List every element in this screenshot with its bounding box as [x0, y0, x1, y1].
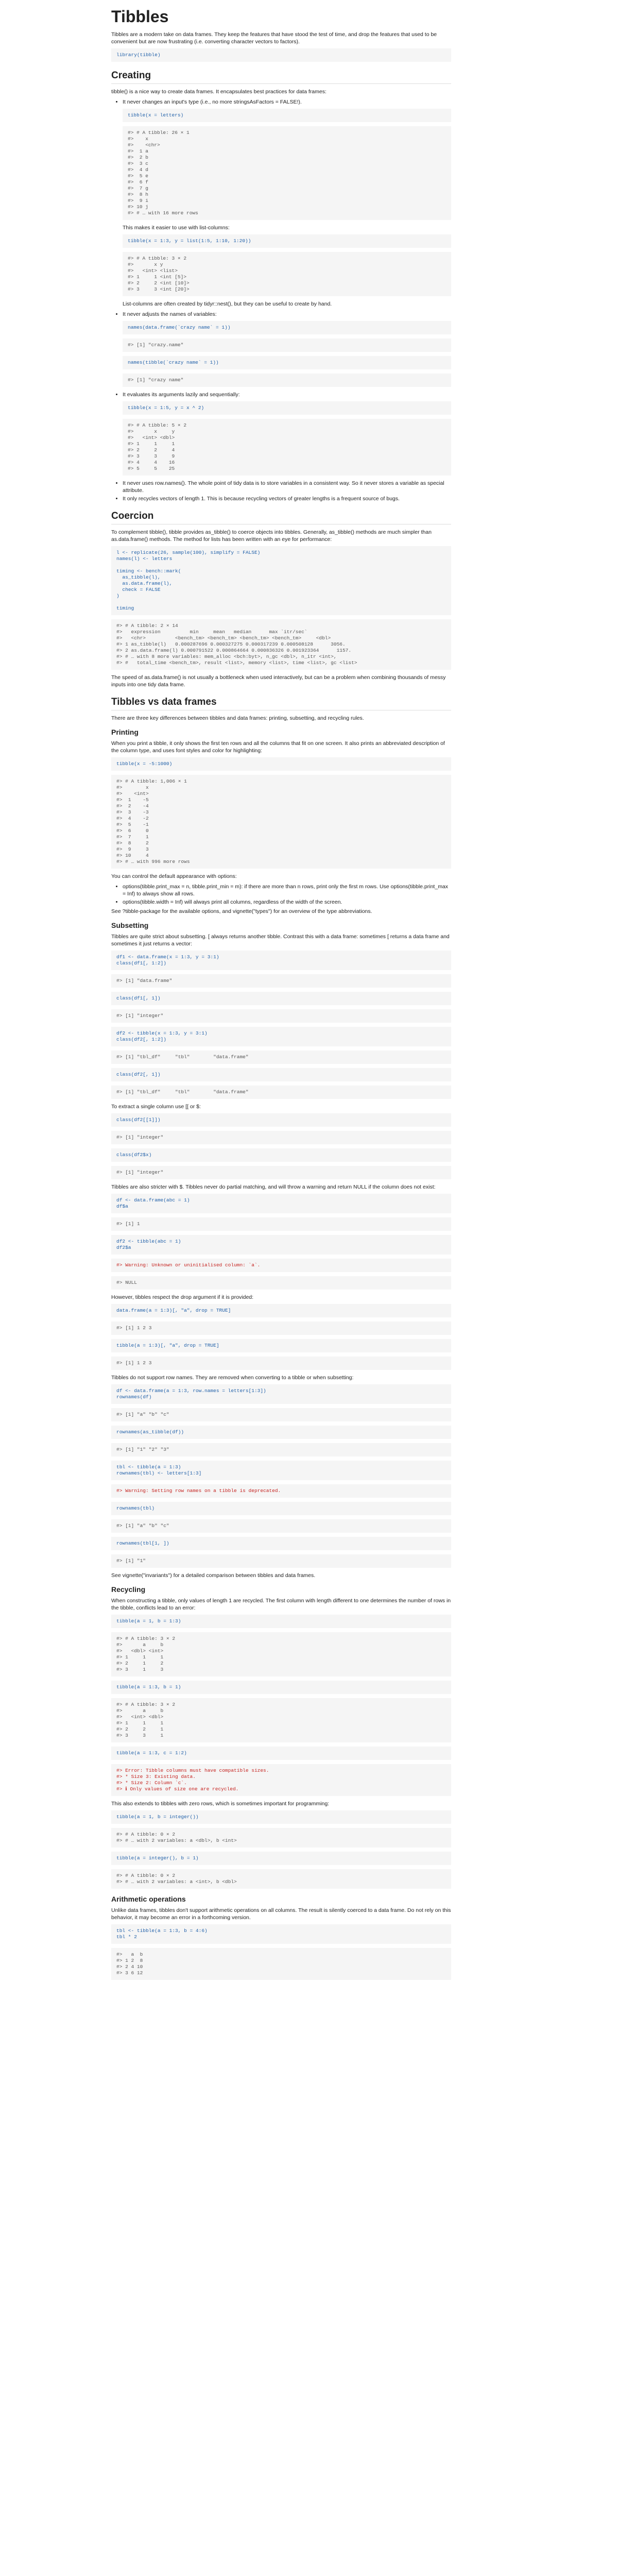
paragraph: Tibbles are also stricter with $. Tibbles never do partial matching, and will throw a warning and return NULL if the column does not exist: [111, 1184, 436, 1190]
section-heading-creating: Creating [111, 70, 451, 84]
paragraph: This makes it easier to use with list-columns: [123, 225, 230, 231]
code-block: tibble(a = 1, b = integer()) [111, 1810, 451, 1824]
list-item-text: It never changes an input's type (i.e., no more stringsAsFactors = FALSE!). [123, 99, 302, 105]
output-block: #> # A tibble: 0 × 2 #> # … with 2 variables: a <dbl>, b <int> [111, 1828, 451, 1848]
code-block: class(df2[[1]]) [111, 1113, 451, 1127]
paragraph: There are three key differences between tibbles and data frames: printing, subsetting, and recycling rules. [111, 715, 364, 721]
output-block: #> a b #> 1 2 8 #> 2 4 10 #> 3 6 12 [111, 1948, 451, 1980]
section-heading-subsetting: Subsetting [111, 921, 149, 929]
bullet-list [111, 883, 451, 906]
code-block: rownames(as_tibble(df)) [111, 1426, 451, 1439]
output-block: #> # A tibble: 2 × 14 #> expression min mean median max `itr/sec` #> <chr> <bench_tm> <bench_tm> <bench_tm> <bench_tm> <dbl> #> 1 as_tibble(l) 0.000287696 0.000327275 0.000317239 0.000508128 3056. #> 2 as.data.frame(l) 0.000791522 0.000864664 0.000836326 0.001923364 1157. #> # … with 8 more variables: mem_alloc <bch:byt>, n_gc <dbl>, n_itr <int>, #> # total_time <bench_tm>, result <list>, memory <list>, time <list>, gc <list> [111, 619, 451, 670]
warning-block: #> Warning: Unknown or uninitialised column: `a`. [111, 1259, 451, 1272]
output-block: #> # A tibble: 5 × 2 #> x y #> <int> <dbl> #> 1 1 1 #> 2 2 4 #> 3 3 9 #> 4 4 16 #> 5 5 25 [123, 419, 451, 476]
output-block: #> [1] "1" [111, 1554, 451, 1568]
code-block: tibble(x = 1:5, y = x ^ 2) [123, 401, 451, 415]
output-block: #> [1] "integer" [111, 1166, 451, 1179]
section-heading-tibbles-vs-data-frames: Tibbles vs data frames [111, 697, 451, 710]
page-title: Tibbles [111, 7, 169, 26]
code-block: class(df2$x) [111, 1148, 451, 1162]
code-block: l <- replicate(26, sample(100), simplify = FALSE) names(l) <- letters timing <- bench::mark( as_tibble(l), as.data.frame(l), check = FALSE ) timing [111, 546, 451, 615]
list-item-text: It never adjusts the names of variables: [123, 311, 217, 317]
warning-block: #> Warning: Setting row names on a tibble is deprecated. [111, 1484, 451, 1498]
code-block: class(df2[, 1]) [111, 1068, 451, 1081]
output-block: #> # A tibble: 3 × 2 #> a b #> <dbl> <int> #> 1 1 1 #> 2 1 2 #> 3 1 3 [111, 1632, 451, 1676]
output-block: #> [1] "a" "b" "c" [111, 1408, 451, 1421]
paragraph: You can control the default appearance with options: [111, 873, 237, 879]
list-item: • options(tibble.width = Inf) will always print all columns, regardless of the width of the screen. [123, 899, 451, 906]
paragraph: tibble() is a nice way to create data frames. It encapsulates best practices for data frames: [111, 89, 327, 95]
paragraph: This also extends to tibbles with zero rows, which is sometimes important for programming: [111, 1801, 330, 1807]
output-block: #> [1] 1 [111, 1217, 451, 1231]
list-item: • options(tibble.print_max = n, tibble.print_min = m): if there are more than n rows, print only the first m rows. Use options(tibble.print_max = Inf) to always show all rows. [123, 883, 451, 897]
paragraph: When you print a tibble, it only shows the first ten rows and all the columns that fit on one screen. It also prints an abbreviated description of the column type, and uses font styles and color for highlighting: [111, 740, 445, 754]
output-block: #> [1] "tbl_df" "tbl" "data.frame" [111, 1050, 451, 1064]
section-heading-arithmetic: Arithmetic operations [111, 1895, 186, 1903]
code-block: df2 <- tibble(abc = 1) df2$a [111, 1235, 451, 1255]
code-block: df1 <- data.frame(x = 1:3, y = 3:1) class(df1[, 1:2]) [111, 951, 451, 970]
paragraph: To extract a single column use [[ or $: [111, 1104, 201, 1110]
code-block: tibble(a = 1:3, c = 1:2) [111, 1747, 451, 1760]
paragraph: However, tibbles respect the drop argument if it is provided: [111, 1294, 254, 1300]
code-block: tibble(a = 1, b = 1:3) [111, 1615, 451, 1628]
paragraph: Unlike data frames, tibbles don't support arithmetic operations on all columns. The result is silently coerced to a data frame. Do not rely on this behavior, it may become an error in a forthcoming version. [111, 1907, 451, 1921]
code-block: tibble(x = -5:1000) [111, 757, 451, 771]
paragraph: The speed of as.data.frame() is not usually a bottleneck when used interactively, but can be a problem when combining thousands of messy inputs into one tidy data frame. [111, 674, 446, 688]
output-block: #> # A tibble: 0 × 2 #> # … with 2 variables: a <int>, b <dbl> [111, 1869, 451, 1889]
code-block: tibble(x = letters) [123, 109, 451, 122]
section-heading-coercion: Coercion [111, 511, 451, 524]
list-item-text: It evaluates its arguments lazily and sequentially: [123, 392, 240, 398]
code-block: tibble(x = 1:3, y = list(1:5, 1:10, 1:20)) [123, 234, 451, 248]
output-block: #> [1] "data.frame" [111, 974, 451, 988]
code-block: tibble(a = integer(), b = 1) [111, 1852, 451, 1865]
section-heading-recycling: Recycling [111, 1585, 146, 1594]
output-block: #> NULL [111, 1276, 451, 1290]
code-block: rownames(tbl) [111, 1502, 451, 1515]
code-block: library(tibble) [111, 48, 451, 62]
list-item: • It only recycles vectors of length 1. This is because recycling vectors of greater lengths is a frequent source of bugs. [123, 495, 451, 502]
code-block: names(tibble(`crazy name` = 1)) [123, 356, 451, 369]
code-block: tibble(a = 1:3, b = 1) [111, 1681, 451, 1694]
paragraph: To complement tibble(), tibble provides as_tibble() to coerce objects into tibbles. Generally, as_tibble() methods are much simpler than as.data.frame() methods. The method for lists has been written with an eye for performance: [111, 529, 432, 543]
code-block: data.frame(a = 1:3)[, "a", drop = TRUE] [111, 1304, 451, 1317]
article [111, 0, 451, 1980]
error-block: #> Error: Tibble columns must have compatible sizes. #> * Size 3: Existing data. #> * Size 2: Column `c`. #> ℹ Only values of size one are recycled. [111, 1764, 451, 1796]
list-item [123, 311, 451, 387]
code-block: rownames(tbl[1, ]) [111, 1537, 451, 1550]
code-block: tbl <- tibble(a = 1:3, b = 4:6) tbl * 2 [111, 1924, 451, 1944]
output-block: #> [1] "tbl_df" "tbl" "data.frame" [111, 1086, 451, 1099]
code-block: df <- data.frame(abc = 1) df$a [111, 1194, 451, 1213]
output-block: #> # A tibble: 1,006 × 1 #> x #> <int> #> 1 -5 #> 2 -4 #> 3 -3 #> 4 -2 #> 5 -1 #> 6 0 #> 7 1 #> 8 2 #> 9 3 #> 10 4 #> # … with 996 more rows [111, 775, 451, 869]
output-block: #> [1] "crazy name" [123, 374, 451, 387]
paragraph: Tibbles are quite strict about subsetting. [ always returns another tibble. Contrast this with a data frame: sometimes [ returns a data frame and sometimes it just returns a vector: [111, 934, 450, 947]
output-block: #> # A tibble: 3 × 2 #> x y #> <int> <list> #> 1 1 <int [5]> #> 2 2 <int [10]> #> 3 3 <int [20]> [123, 252, 451, 296]
output-block: #> [1] "integer" [111, 1009, 451, 1023]
code-block: names(data.frame(`crazy name` = 1)) [123, 321, 451, 334]
list-item [123, 98, 451, 308]
list-item [123, 391, 451, 476]
paragraph: When constructing a tibble, only values of length 1 are recycled. The first column with length different to one determines the number of rows in the tibble, conflicts lead to an error: [111, 1598, 451, 1611]
section-heading-printing: Printing [111, 728, 139, 736]
list-item: • It never uses row.names(). The whole point of tidy data is to store variables in a consistent way. So it never stores a variable as special attribute. [123, 480, 451, 494]
output-block: #> [1] 1 2 3 [111, 1321, 451, 1335]
code-block: tbl <- tibble(a = 1:3) rownames(tbl) <- letters[1:3] [111, 1461, 451, 1480]
paragraph: See vignette("invariants") for a detailed comparison between tibbles and data frames. [111, 1572, 316, 1579]
bullet-list [111, 98, 451, 502]
code-block: df <- data.frame(a = 1:3, row.names = letters[1:3]) rownames(df) [111, 1384, 451, 1404]
output-block: #> [1] 1 2 3 [111, 1357, 451, 1370]
output-block: #> [1] "crazy.name" [123, 338, 451, 352]
code-block: df2 <- tibble(x = 1:3, y = 3:1) class(df2[, 1:2]) [111, 1027, 451, 1046]
output-block: #> # A tibble: 3 × 2 #> a b #> <int> <dbl> #> 1 1 1 #> 2 2 1 #> 3 3 1 [111, 1698, 451, 1742]
output-block: #> # A tibble: 26 × 1 #> x #> <chr> #> 1 a #> 2 b #> 3 c #> 4 d #> 5 e #> 6 f #> 7 g #> 8 h #> 9 i #> 10 j #> # … with 16 more rows [123, 126, 451, 220]
intro-paragraph: Tibbles are a modern take on data frames. They keep the features that have stood the test of time, and drop the features that used to be convenient but are now frustrating (i.e. converting character vectors to factors). [111, 31, 437, 45]
output-block: #> [1] "a" "b" "c" [111, 1519, 451, 1533]
output-block: #> [1] "1" "2" "3" [111, 1443, 451, 1456]
paragraph: Tibbles do not support row names. They are removed when converting to a tibble or when subsetting: [111, 1375, 354, 1381]
code-block: class(df1[, 1]) [111, 992, 451, 1005]
paragraph: See ?tibble-package for the available options, and vignette("types") for an overview of the type abbreviations. [111, 908, 372, 914]
output-block: #> [1] "integer" [111, 1131, 451, 1144]
code-block: tibble(a = 1:3)[, "a", drop = TRUE] [111, 1339, 451, 1352]
paragraph: List-columns are often created by tidyr::nest(), but they can be useful to create by hand. [123, 301, 332, 307]
